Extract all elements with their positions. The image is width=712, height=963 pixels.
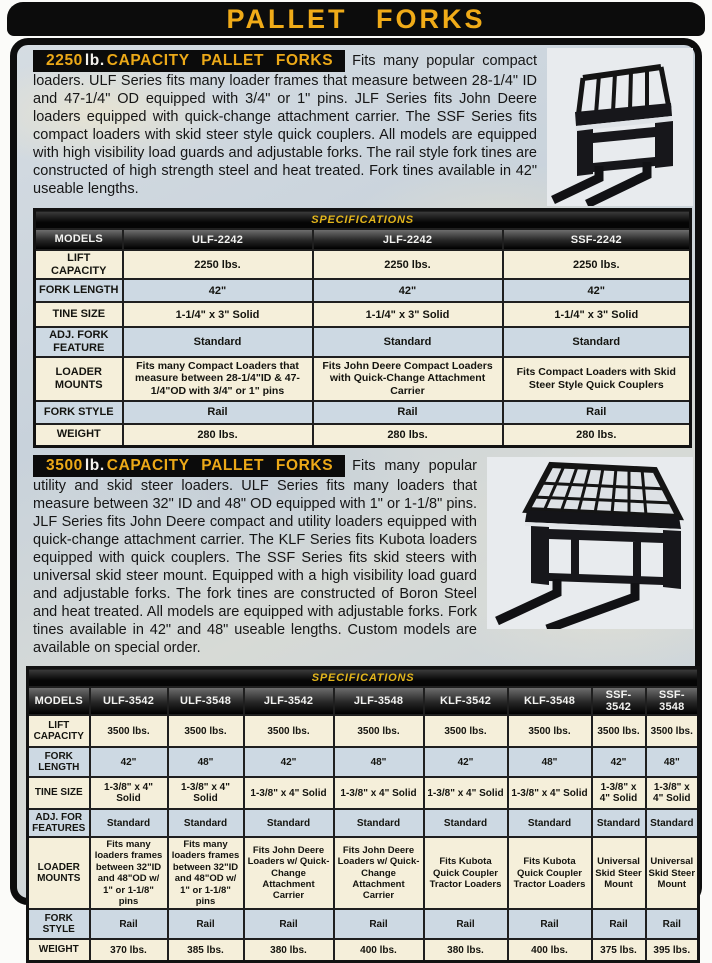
spec-cell: 3500 lbs. bbox=[424, 715, 508, 747]
models-row-label: MODELS bbox=[35, 229, 123, 250]
row-label: FORK STYLE bbox=[28, 909, 90, 939]
model-column-header: KLF-3548 bbox=[508, 687, 592, 715]
spec-cell: 280 lbs. bbox=[313, 424, 503, 447]
spec-cell: 280 lbs. bbox=[503, 424, 691, 447]
row-label: FORK LENGTH bbox=[28, 747, 90, 777]
spec-cell: Universal Skid Steer Mount bbox=[592, 837, 646, 909]
model-column-header: SSF-2242 bbox=[503, 229, 691, 250]
spec-cell: 3500 lbs. bbox=[646, 715, 699, 747]
row-label: LOADER MOUNTS bbox=[35, 357, 123, 401]
model-column-header: JLF-3542 bbox=[244, 687, 334, 715]
section-2250-banner bbox=[33, 50, 345, 72]
spec-cell: Rail bbox=[244, 909, 334, 939]
spec-cell: Fits John Deere Loaders w/ Quick-Change Attachment Carrier bbox=[334, 837, 424, 909]
spec-cell: Rail bbox=[646, 909, 699, 939]
row-label: TINE SIZE bbox=[28, 777, 90, 809]
spec-cell: 380 lbs. bbox=[244, 939, 334, 961]
pallet-fork-with-mesh-guard-photo bbox=[487, 457, 693, 629]
spec-cell: Standard bbox=[646, 809, 699, 837]
spec-cell: Fits many loaders frames between 32"ID and 48"OD w/ 1" or 1-1/8" pins bbox=[168, 837, 244, 909]
row-label: TINE SIZE bbox=[35, 302, 123, 327]
row-label: ADJ. FOR FEATURES bbox=[28, 809, 90, 837]
spec-cell: 1-1/4" x 3" Solid bbox=[503, 302, 691, 327]
page-title-bar bbox=[7, 2, 705, 36]
spec-cell: Rail bbox=[424, 909, 508, 939]
row-label: LIFT CAPACITY bbox=[28, 715, 90, 747]
spec-cell: Standard bbox=[123, 327, 313, 356]
spec-cell: Standard bbox=[503, 327, 691, 356]
spec-cell: 395 lbs. bbox=[646, 939, 699, 961]
model-column-header: JLF-3548 bbox=[334, 687, 424, 715]
spec-cell: Rail bbox=[334, 909, 424, 939]
banner-capacity-value: 2250 bbox=[46, 52, 83, 69]
section-2250-text: Fits many popular compact loaders. ULF Series fits many loader frames that measure between 28-1/4" ID and 47-1/4" OD equipped with 3/4" or 1" pins. JLF Series fits John Deere loaders equipped with quick-change attachment carrier. The SSF Series fits compact loaders with skid steer style quick couplers. All models are equipped with high visibility load guards and adjustable forks. The rail style fork tines are constructed of high strength steel and heat treated. Fork tines available in 42" useable lengths. bbox=[33, 53, 537, 197]
specifications-table-3500 bbox=[26, 666, 700, 963]
spec-cell: 42" bbox=[123, 279, 313, 302]
specifications-table-2250 bbox=[33, 208, 692, 448]
spec-cell: 48" bbox=[508, 747, 592, 777]
row-label: ADJ. FORK FEATURE bbox=[35, 327, 123, 356]
section-3500 bbox=[31, 455, 695, 657]
page-title: PALLET FORKS bbox=[226, 3, 486, 34]
banner-unit: lb. bbox=[84, 52, 105, 69]
section-3500-text: Fits many popular utility and skid steer loaders. ULF Series fits many loaders that measure between 32" ID and 48" OD equipped with 1" or 1-1/8" pins. JLF Series fits John Deere compact and utility loaders equipped with quick-change attachment carrier. The KLF Series fits Kubota loaders equipped with quick couplers. The SSF Series fits skid steers with universal skid steer mount. Equipped with a high visibility load guard and adjustable forks. The fork tines are constructed of Boron Steel and heat treated. All models are equipped with adjustable forks. Fork tines available in 42" and 48" useable lengths. Custom models are available on special order. bbox=[33, 458, 477, 657]
spec-cell: Rail bbox=[508, 909, 592, 939]
spec-cell: 3500 lbs. bbox=[592, 715, 646, 747]
spec-cell: 1-3/8" x 4" Solid bbox=[646, 777, 699, 809]
spec-cell: Standard bbox=[508, 809, 592, 837]
banner-capacity-value: 3500 bbox=[46, 457, 83, 475]
spec-cell: Standard bbox=[168, 809, 244, 837]
spec-cell: 375 lbs. bbox=[592, 939, 646, 961]
section-2250 bbox=[31, 50, 695, 198]
banner-unit: lb. bbox=[84, 457, 105, 475]
spec-cell: 1-3/8" x 4" Solid bbox=[334, 777, 424, 809]
spec-cell: 370 lbs. bbox=[90, 939, 168, 961]
model-column-header: ULF-3548 bbox=[168, 687, 244, 715]
spec-cell: Fits Kubota Quick Coupler Tractor Loaders bbox=[508, 837, 592, 909]
spec-table-title: SPECIFICATIONS bbox=[28, 668, 699, 688]
spec-cell: 42" bbox=[90, 747, 168, 777]
spec-cell: Standard bbox=[424, 809, 508, 837]
spec-cell: 48" bbox=[168, 747, 244, 777]
spec-cell: Rail bbox=[592, 909, 646, 939]
spec-cell: 400 lbs. bbox=[508, 939, 592, 961]
models-row-label: MODELS bbox=[28, 687, 90, 715]
spec-cell: 48" bbox=[334, 747, 424, 777]
spec-cell: 3500 lbs. bbox=[334, 715, 424, 747]
spec-cell: 2250 lbs. bbox=[123, 250, 313, 279]
spec-cell: 3500 lbs. bbox=[168, 715, 244, 747]
row-label: LOADER MOUNTS bbox=[28, 837, 90, 909]
spec-table-title: SPECIFICATIONS bbox=[35, 210, 691, 230]
model-column-header: JLF-2242 bbox=[313, 229, 503, 250]
model-column-header: KLF-3542 bbox=[424, 687, 508, 715]
spec-cell: Rail bbox=[123, 401, 313, 424]
spec-cell: 1-3/8" x 4" Solid bbox=[90, 777, 168, 809]
spec-cell: 42" bbox=[592, 747, 646, 777]
model-column-header: SSF-3542 bbox=[592, 687, 646, 715]
spec-cell: Fits John Deere Compact Loaders with Quick-Change Attachment Carrier bbox=[313, 357, 503, 401]
spec-cell: 1-3/8" x 4" Solid bbox=[244, 777, 334, 809]
banner-caption: CAPACITY PALLET FORKS bbox=[106, 52, 334, 69]
spec-cell: Standard bbox=[592, 809, 646, 837]
content-area bbox=[10, 38, 702, 956]
spec-cell: 380 lbs. bbox=[424, 939, 508, 961]
model-column-header: ULF-2242 bbox=[123, 229, 313, 250]
spec-cell: 3500 lbs. bbox=[508, 715, 592, 747]
spec-cell: Fits Kubota Quick Coupler Tractor Loaders bbox=[424, 837, 508, 909]
spec-cell: Rail bbox=[90, 909, 168, 939]
spec-cell: 1-1/4" x 3" Solid bbox=[123, 302, 313, 327]
spec-cell: Rail bbox=[503, 401, 691, 424]
banner-caption: CAPACITY PALLET FORKS bbox=[106, 457, 334, 475]
spec-cell: 1-1/4" x 3" Solid bbox=[313, 302, 503, 327]
spec-cell: 42" bbox=[313, 279, 503, 302]
spec-cell: 385 lbs. bbox=[168, 939, 244, 961]
spec-cell: 400 lbs. bbox=[334, 939, 424, 961]
spec-cell: 42" bbox=[424, 747, 508, 777]
spec-cell: 3500 lbs. bbox=[244, 715, 334, 747]
section-3500-banner bbox=[33, 455, 345, 477]
spec-cell: Rail bbox=[313, 401, 503, 424]
spec-cell: Standard bbox=[90, 809, 168, 837]
row-label: FORK LENGTH bbox=[35, 279, 123, 302]
spec-cell: 1-3/8" x 4" Solid bbox=[508, 777, 592, 809]
spec-cell: Rail bbox=[168, 909, 244, 939]
spec-cell: Standard bbox=[313, 327, 503, 356]
spec-cell: 280 lbs. bbox=[123, 424, 313, 447]
row-label: FORK STYLE bbox=[35, 401, 123, 424]
spec-cell: Fits many loaders frames between 32"ID and 48"OD w/ 1" or 1-1/8" pins bbox=[90, 837, 168, 909]
model-column-header: ULF-3542 bbox=[90, 687, 168, 715]
spec-cell: 2250 lbs. bbox=[503, 250, 691, 279]
spec-cell: Universal Skid Steer Mount bbox=[646, 837, 699, 909]
spec-cell: Standard bbox=[244, 809, 334, 837]
spec-cell: Fits many Compact Loaders that measure between 28-1/4"ID & 47-1/4"OD with 3/4" or 1" pins bbox=[123, 357, 313, 401]
spec-cell: 1-3/8" x 4" Solid bbox=[168, 777, 244, 809]
spec-cell: Fits Compact Loaders with Skid Steer Style Quick Couplers bbox=[503, 357, 691, 401]
row-label: WEIGHT bbox=[35, 424, 123, 447]
spec-cell: Fits John Deere Loaders w/ Quick-Change Attachment Carrier bbox=[244, 837, 334, 909]
spec-cell: 42" bbox=[503, 279, 691, 302]
spec-cell: 42" bbox=[244, 747, 334, 777]
spec-cell: 1-3/8" x 4" Solid bbox=[592, 777, 646, 809]
spec-cell: 2250 lbs. bbox=[313, 250, 503, 279]
spec-cell: Standard bbox=[334, 809, 424, 837]
spec-cell: 1-3/8" x 4" Solid bbox=[424, 777, 508, 809]
model-column-header: SSF-3548 bbox=[646, 687, 699, 715]
spec-cell: 3500 lbs. bbox=[90, 715, 168, 747]
row-label: WEIGHT bbox=[28, 939, 90, 961]
pallet-fork-with-load-guard-photo bbox=[547, 48, 693, 206]
spec-cell: 48" bbox=[646, 747, 699, 777]
row-label: LIFT CAPACITY bbox=[35, 250, 123, 279]
